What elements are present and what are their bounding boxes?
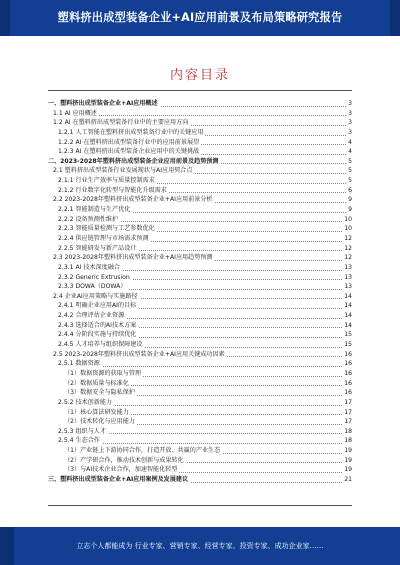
toc-entry[interactable]: [48, 263, 352, 273]
toc-entry[interactable]: [48, 205, 352, 215]
toc-entry[interactable]: [48, 186, 352, 196]
toc-entry[interactable]: [48, 379, 352, 389]
toc-entry[interactable]: [48, 224, 352, 234]
toc-entry[interactable]: [48, 436, 352, 446]
toc-entry[interactable]: [48, 330, 352, 340]
toc-entry-page: 10: [344, 225, 352, 233]
toc-entry[interactable]: [48, 321, 352, 331]
toc-entry-title: 2.1 塑料挤出成型装备行业发展现状与AI应用契合点: [53, 167, 193, 175]
toc-entry-title: （2）技术转化与应用能力: [64, 418, 135, 426]
toc-entry-title: 2.5.3 组织与人才: [58, 427, 106, 435]
toc-entry[interactable]: [48, 166, 352, 176]
toc-entry-page: 4: [348, 148, 352, 156]
toc-entry[interactable]: [48, 215, 352, 225]
toc-entry-title: 2.5 2023-2028年塑料挤出成型装备企业+AI应用关键成功因素: [53, 350, 225, 358]
toc-entry-page: 5: [348, 157, 352, 165]
toc-entry[interactable]: [48, 138, 352, 148]
toc-entry-title: （3）数据安全与隐私保护: [64, 389, 135, 397]
toc-entry[interactable]: [48, 359, 352, 369]
footer-accent-bar: [0, 527, 14, 565]
toc-entry[interactable]: [48, 408, 352, 418]
toc-entry-page: 4: [348, 138, 352, 146]
toc-entry[interactable]: [48, 99, 352, 109]
toc-entry-title: 1.2.1 人工智能在塑料挤出成型装备行业中的关键应用: [58, 128, 204, 136]
toc-entry[interactable]: [48, 234, 352, 244]
toc-entry-title: （3）与AI技术企业合作，加速智能化转型: [64, 466, 178, 474]
toc-entry-title: 2.4.2 合理评估企业资源: [58, 312, 125, 320]
toc-entry-page: 18: [344, 427, 352, 435]
toc-entry-title: 2.2.2 设备预测性维护: [58, 215, 119, 223]
toc-entry-title: 1.2 AI 在塑料挤出成型装备行业中的主要应用方向: [53, 119, 189, 127]
footer-slogan: 立志个人都能成为 行业专家、营销专家、经营专家、投资专家、成功企业家……: [76, 542, 324, 550]
toc-entry-title: 二、2023-2028年塑料挤出成型装备企业应用前景及趋势预测: [48, 157, 219, 165]
toc-entry[interactable]: [48, 340, 352, 350]
toc-entry-title: 2.3.1 AI 技术深度融合: [58, 263, 120, 271]
toc-entry-page: 3: [348, 119, 352, 127]
toc-entry[interactable]: [48, 282, 352, 292]
toc-entry-page: 3: [348, 100, 352, 107]
toc-entry[interactable]: [48, 244, 352, 254]
toc-entry-title: 2.1.2 行业数字化转型与智能化升级需求: [58, 186, 167, 194]
toc-entry-title: 2.5.4 生态合作: [58, 437, 100, 445]
toc-entry-title: 三、塑料挤出成型装备企业+AI应用案例及发展建议: [48, 475, 189, 483]
toc-entry[interactable]: [48, 369, 352, 379]
toc-entry-page: 16: [344, 369, 352, 377]
toc-entry-page: 16: [344, 360, 352, 368]
toc-entry-page: 19: [344, 456, 352, 464]
toc-entry-page: 21: [344, 475, 352, 483]
toc-entry-page: 19: [344, 466, 352, 474]
toc-entry-title: 2.4.5 人才培养与组织保障建设: [58, 341, 143, 349]
toc-entry[interactable]: [48, 195, 352, 205]
toc-entry-title: 2.2.5 智能研发与新产品设计: [58, 244, 137, 252]
toc-entry-page: 16: [344, 379, 352, 387]
toc-entry[interactable]: [48, 311, 352, 321]
report-footer: [0, 527, 400, 565]
toc-entry-page: 13: [344, 273, 352, 281]
toc-entry-title: 2.3.2 Generic Extrusion: [58, 273, 130, 281]
toc-entry-title: 2.1.1 行业生产效率与质量控制需求: [58, 177, 155, 185]
toc-entry-title: （1）产业链上下游协同合作，打造开放、共赢的产业生态: [64, 447, 221, 455]
toc-entry[interactable]: [48, 456, 352, 466]
toc-entry-page: 14: [344, 302, 352, 310]
toc-entry-page: 6: [348, 186, 352, 194]
report-header: [0, 0, 400, 36]
toc-entry-page: 14: [344, 321, 352, 329]
toc-entry[interactable]: [48, 273, 352, 283]
toc-entry[interactable]: [48, 292, 352, 302]
toc-entry-title: 2.4.3 选择适合的AI技术方案: [58, 321, 137, 329]
toc-entry-page: 15: [344, 331, 352, 339]
toc-entry-page: 15: [344, 341, 352, 349]
toc-heading: 内容目录: [169, 68, 230, 83]
toc-entry-page: 12: [344, 234, 352, 242]
toc-entry[interactable]: [48, 465, 352, 475]
toc-entry-title: 2.5.2 技术创新能力: [58, 398, 113, 406]
toc-entry-page: 16: [344, 389, 352, 397]
toc-entry-page: 12: [344, 254, 352, 262]
toc-top-rule: [48, 90, 352, 91]
toc-entry-page: 12: [344, 244, 352, 252]
toc-entry-title: 1.2.2 AI 在塑料挤出成型装备行业中的应用前景展望: [58, 138, 200, 146]
toc-entry-page: 16: [344, 350, 352, 358]
toc-entry-page: 5: [348, 167, 352, 175]
toc-entry-title: 2.2.3 智能质量检测与工艺参数优化: [58, 225, 155, 233]
toc-entry[interactable]: [48, 446, 352, 456]
toc-entry-page: 18: [344, 437, 352, 445]
toc-entry-title: （2）产学研合作，推动技术创新与成果转化: [64, 456, 184, 464]
toc-entry-page: 17: [344, 408, 352, 416]
toc-entry-title: 2.3 2023-2028年塑料挤出成型装备企业+AI应用趋势预测: [53, 254, 213, 262]
toc-entry-page: 5: [348, 177, 352, 185]
toc-entry-page: 3: [348, 109, 352, 117]
toc-entry-page: 14: [344, 292, 352, 300]
toc-entry-page: 9: [348, 206, 352, 214]
toc-entry[interactable]: [48, 350, 352, 360]
toc-entry[interactable]: [48, 176, 352, 186]
toc-entry-title: 1.2.3 AI 在塑料挤出成型装备企业应用中的关键挑战: [58, 148, 200, 156]
toc-entry[interactable]: [48, 118, 352, 128]
toc-entry-page: 17: [344, 398, 352, 406]
toc-entry-page: 3: [348, 128, 352, 136]
toc-entry[interactable]: [48, 388, 352, 398]
toc-entry[interactable]: [48, 109, 352, 119]
toc-entry-title: 2.5.1 数据资源: [58, 360, 100, 368]
toc-entry-page: 19: [344, 447, 352, 455]
toc-entry-title: 2.4 企业AI应用策略与实施路径: [53, 292, 138, 300]
toc-entry-page: 17: [344, 418, 352, 426]
toc-entry-page: 9: [348, 196, 352, 204]
toc-entry-title: （2）数据质量与标准化: [64, 379, 129, 387]
toc-entry-title: 2.4.4 分阶段实施与持续优化: [58, 331, 137, 339]
toc-entry-page: 13: [344, 283, 352, 291]
toc-entry[interactable]: [48, 398, 352, 408]
toc-entry-title: （1）核心算法研发能力: [64, 408, 129, 416]
toc-bottom-rule: [48, 505, 352, 506]
toc-entry-title: 2.3.3 DOWA（DOWA）: [58, 283, 127, 291]
toc-entry-title: 2.2.4 供应链管理与市场需求预测: [58, 234, 149, 242]
toc-entry-page: 10: [344, 215, 352, 223]
table-of-contents: [48, 99, 352, 485]
toc-entry-title: 2.2.1 智能制造与生产优化: [58, 206, 131, 214]
toc-entry-title: 1.1 AI 应用概述: [53, 109, 97, 117]
toc-entry[interactable]: [48, 157, 352, 167]
report-title: 塑料挤出成型装备企业+AI应用前景及布局策略研究报告: [57, 11, 343, 24]
toc-entry[interactable]: [48, 128, 352, 138]
toc-entry-title: （1）数据资源的获取与管理: [64, 369, 142, 377]
toc-entry[interactable]: [48, 475, 352, 485]
toc-entry[interactable]: [48, 147, 352, 157]
toc-entry-title: 一、塑料挤出成型装备企业+AI应用概述: [48, 100, 158, 107]
toc-entry-title: 2.4.1 明确企业应用AI的目标: [58, 302, 137, 310]
toc-entry[interactable]: [48, 427, 352, 437]
toc-entry-page: 14: [344, 312, 352, 320]
toc-entry[interactable]: [48, 253, 352, 263]
toc-entry[interactable]: [48, 301, 352, 311]
toc-entry[interactable]: [48, 417, 352, 427]
toc-entry-title: 2.2 2023-2028年塑料挤出成型装备企业+AI应用前景分析: [53, 196, 213, 204]
toc-entry-page: 13: [344, 263, 352, 271]
